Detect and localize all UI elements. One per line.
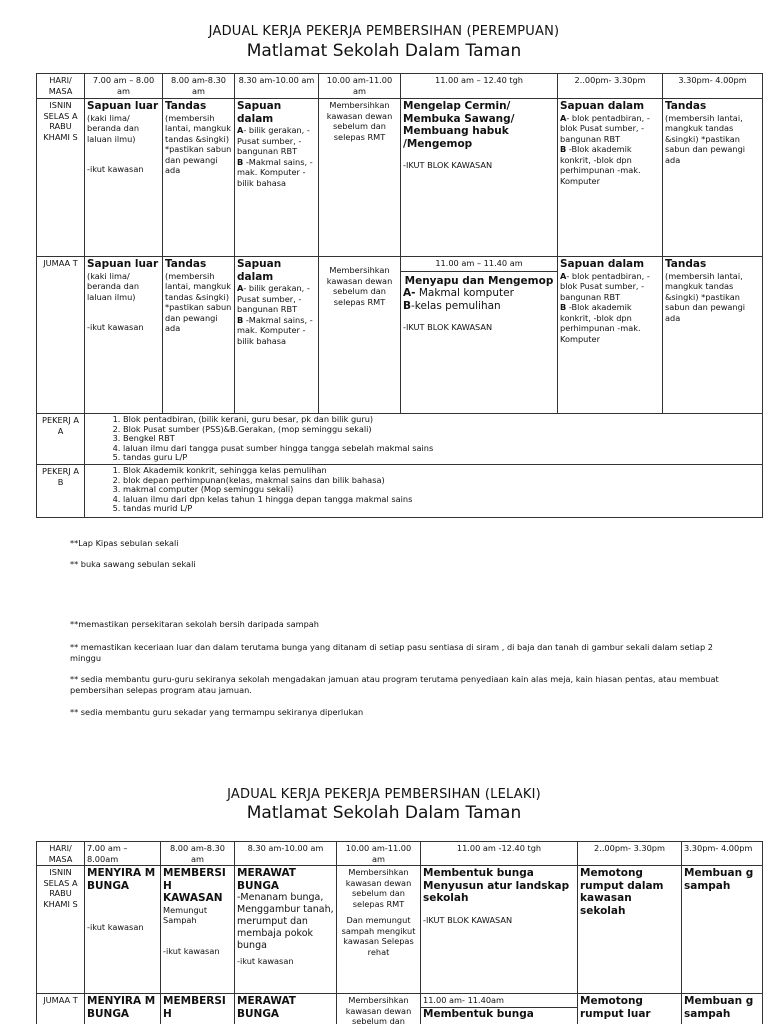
task-cell <box>235 99 319 257</box>
task-detail: (membersih lantai, mangkuk tandas &singki) *pastikan sabun dan pewangi ada <box>665 270 746 323</box>
table-row <box>37 414 763 465</box>
task-cell <box>85 257 163 414</box>
task-cell: Membersihkan kawasan dewan sebelum dan selepas RMT <box>319 257 401 414</box>
list-item: 5. tandas guru L/P <box>123 453 760 463</box>
task-cell <box>85 99 163 257</box>
day-cell: JUMAA T <box>37 257 85 414</box>
task-cell <box>163 257 235 414</box>
task-title: MEMBERSI H <box>163 995 226 1020</box>
task-detail: - bilik gerakan, -Pusat sumber, -bangunan RBT <box>237 283 310 314</box>
task-title: Sapuan dalam <box>560 258 645 270</box>
task-title: Sapuan dalam <box>237 100 282 125</box>
worker-areas <box>85 414 763 465</box>
list-item: 4. laluan ilmu dari tangga pusat sumber hingga tangga sebelah makmal sains <box>123 444 760 454</box>
note: ** sedia membantu guru sekadar yang termampu sekiranya diperlukan <box>70 707 364 717</box>
task-detail: (membersih lantai, mangkuk tandas &singki) *pastikan sabun dan pewangi ada <box>165 270 232 333</box>
area-label: B <box>403 299 412 312</box>
note: ** memastikan keceriaan luar dan dalam terutama bunga yang ditanam di setiap pasu sentiasa di siram , di baja dan tanah di gambur sekali dalam setiap 2 minggu <box>70 642 713 663</box>
task-note: -ikut kawasan <box>87 164 144 174</box>
task-cell <box>161 994 235 1024</box>
task-cell: Membersihkan kawasan dewan sebelum dan selepas RMT <box>319 99 401 257</box>
worker-areas <box>85 465 763 518</box>
task-cell <box>401 99 558 257</box>
day-cell: ISNIN SELAS A RABU KHAMI S <box>37 866 85 994</box>
task-title: Memotong rumput luar <box>580 995 651 1020</box>
task-title: Mengelap Cermin/ Membuka Sawang/ Membuang habuk /Mengemop <box>403 100 515 150</box>
area-label: A <box>237 283 244 293</box>
header-cell: 10.00 am-11.00 am <box>337 842 421 866</box>
header-row <box>37 842 763 866</box>
task-cell <box>421 994 578 1024</box>
title-lelaki: JADUAL KERJA PEKERJA PEMBERSIHAN (LELAKI) <box>227 787 541 802</box>
header-cell: 7.00 am – 8.00 am <box>85 74 163 99</box>
title-perempuan: JADUAL KERJA PEKERJA PEMBERSIHAN (PEREMPUAN) <box>208 24 560 39</box>
task-title: Sapuan dalam <box>237 258 282 283</box>
note: ** sedia membantu guru-guru sekiranya sekolah mengadakan jamuan atau program terutama penyediaan kain alas meja, kain hiasan pentas, atau membuat pembersihan selepas program atau jamuan. <box>70 674 719 695</box>
task-title: MERAWAT BUNGA <box>237 867 296 892</box>
task-note: -IKUT BLOK KAWASAN <box>403 322 493 332</box>
task-detail: -kelas pemulihan <box>411 299 501 312</box>
task-detail: (kaki lima/ beranda dan laluan ilmu) <box>87 270 140 302</box>
task-detail: -Blok akademik konkrit, -blok dpn perhimpunan -mak. Komputer <box>560 302 641 344</box>
task-detail: - blok pentadbiran, -blok Pusat sumber, -bangunan RBT <box>560 112 650 144</box>
task-cell <box>161 866 235 994</box>
task-title: MENYIRA M BUNGA <box>87 995 156 1020</box>
task-cell <box>235 994 337 1024</box>
task-title: Sapuan luar <box>87 100 159 112</box>
task-title: Membentuk bunga <box>421 1007 577 1021</box>
header-row <box>37 74 763 99</box>
task-cell <box>235 257 319 414</box>
task-title: Membentuk bunga Menyusun atur landskap sekolah <box>423 867 570 904</box>
worker-label: PEKERJ A A <box>37 414 85 465</box>
task-cell: Membersihkan kawasan dewan sebelum dan <box>337 994 421 1024</box>
task-note: -ikut kawasan <box>87 322 144 332</box>
task-detail: Membersihkan kawasan dewan sebelum dan selepas RMT <box>345 867 412 909</box>
list-item: 2. blok depan perhimpunan(kelas, makmal sains dan bilik bahasa) <box>123 476 760 486</box>
time-label: 11.00 am – 11.40 am <box>435 258 523 268</box>
task-cell <box>578 994 682 1024</box>
task-cell <box>337 866 421 994</box>
table-row <box>37 257 763 414</box>
header-cell: 3.30pm- 4.00pm <box>682 842 763 866</box>
table-row <box>37 994 763 1024</box>
task-cell <box>682 994 763 1024</box>
list-item: 1. Blok Akademik konkrit, sehingga kelas pemulihan <box>123 466 760 476</box>
task-title: MERAWAT BUNGA <box>237 995 296 1020</box>
task-detail: Dan memungut sampah mengikut kawasan Selepas rehat <box>341 915 416 957</box>
task-detail: Makmal komputer <box>415 287 514 299</box>
list-item: 2. Blok Pusat sumber (PSS)&B.Gerakan, (mop seminggu sekali) <box>123 425 760 435</box>
list-item: 5. tandas murid L/P <box>123 504 760 514</box>
task-cell <box>558 99 663 257</box>
table-row <box>37 866 763 994</box>
header-cell: 8.30 am-10.00 am <box>235 842 337 866</box>
note: ** buka sawang sebulan sekali <box>70 559 196 569</box>
note: **memastikan persekitaran sekolah bersih daripada sampah <box>70 619 319 629</box>
task-detail: - blok pentadbiran, -blok Pusat sumber, -bangunan RBT <box>560 270 650 302</box>
schedule-table-lelaki <box>36 841 763 1024</box>
subtitle-perempuan: Matlamat Sekolah Dalam Taman <box>246 41 522 61</box>
task-title: Memotong rumput dalam kawasan sekolah <box>580 867 664 917</box>
task-detail: - bilik gerakan, -Pusat sumber, -bangunan RBT <box>237 125 310 156</box>
header-cell: 11.00 am – 12.40 tgh <box>401 74 558 99</box>
note: **Lap Kipas sebulan sekali <box>70 538 179 548</box>
task-title: Tandas <box>665 100 707 112</box>
header-cell: HARI/ MASA <box>37 74 85 99</box>
subtitle-lelaki: Matlamat Sekolah Dalam Taman <box>246 803 522 823</box>
task-note: -IKUT BLOK KAWASAN <box>403 160 493 170</box>
task-cell <box>663 257 763 414</box>
task-title: Sapuan luar <box>87 258 159 270</box>
task-note: -ikut kawasan <box>237 956 294 966</box>
schedule-table-perempuan <box>36 73 763 518</box>
task-detail: -Blok akademik konkrit, -blok dpn perhimpunan -mak. Komputer <box>560 144 641 186</box>
worker-label: PEKERJ A B <box>37 465 85 518</box>
task-cell <box>663 99 763 257</box>
area-label: B <box>560 144 567 154</box>
table-row <box>37 99 763 257</box>
task-title: Membuan g sampah <box>684 867 754 892</box>
header-cell: 3.30pm- 4.00pm <box>663 74 763 99</box>
list-item: 3. Bengkel RBT <box>123 434 760 444</box>
header-cell: 8.30 am-10.00 am <box>235 74 319 99</box>
header-cell: 2..00pm- 3.30pm <box>578 842 682 866</box>
area-label: A <box>560 112 567 123</box>
list-item: 3. makmal computer (Mop seminggu sekali) <box>123 485 760 495</box>
task-cell <box>85 866 161 994</box>
task-cell <box>163 99 235 257</box>
header-cell: 8.00 am-8.30 am <box>161 842 235 866</box>
task-cell <box>558 257 663 414</box>
header-cell: HARI/ MASA <box>37 842 85 866</box>
task-cell <box>578 866 682 994</box>
task-detail: (membersih lantai, mangkuk tandas &singki) *pastikan sabun dan pewangi ada <box>165 112 232 175</box>
task-cell <box>401 257 558 414</box>
area-label: B <box>560 302 567 312</box>
area-label: A- <box>403 287 416 299</box>
time-label: 11.00 am- 11.40am <box>423 995 505 1005</box>
task-title: Membuan g sampah <box>684 995 754 1020</box>
task-cell <box>682 866 763 994</box>
area-label: A <box>237 125 244 135</box>
task-title: Tandas <box>165 258 207 270</box>
task-detail: -Makmal sains, -mak. Komputer -bilik bahasa <box>237 314 313 346</box>
task-note: -ikut kawasan <box>163 945 220 956</box>
day-cell: JUMAA T <box>37 994 85 1024</box>
task-note: -IKUT BLOK KAWASAN <box>423 914 513 925</box>
list-item: 1. Blok pentadbiran, (bilik kerani, guru besar, pk dan bilik guru) <box>123 415 760 425</box>
header-cell: 11.00 am -12.40 tgh <box>421 842 578 866</box>
table-row <box>37 465 763 518</box>
list-item: 4. laluan ilmu dari dpn kelas tahun 1 hingga depan tangga makmal sains <box>123 495 760 505</box>
task-cell <box>85 994 161 1024</box>
task-detail: -Makmal sains, -mak. Komputer -bilik bahasa <box>237 156 313 188</box>
task-cell <box>421 866 578 994</box>
header-cell: 2..00pm- 3.30pm <box>558 74 663 99</box>
task-note: -ikut kawasan <box>87 922 144 932</box>
task-cell <box>235 866 337 994</box>
task-title: Tandas <box>665 258 707 270</box>
header-cell: 10.00 am-11.00 am <box>319 74 401 99</box>
area-label: B <box>237 314 244 325</box>
task-title: Sapuan dalam <box>560 100 645 112</box>
area-label: A <box>560 270 567 281</box>
task-detail: (kaki lima/ beranda dan laluan ilmu) <box>87 112 140 144</box>
task-title: Menyapu dan Mengemop <box>404 274 554 287</box>
task-title: Tandas <box>165 100 207 112</box>
task-detail: (membersih lantai, mangkuk tandas &singki) *pastikan sabun dan pewangi ada <box>665 112 746 165</box>
header-cell: 7.00 am – 8.00am <box>85 842 161 866</box>
task-detail: Memungut Sampah <box>163 904 208 925</box>
task-title: MEMBERSI H KAWASAN <box>163 867 226 904</box>
area-label: B <box>237 156 244 167</box>
day-cell: ISNIN SELAS A RABU KHAMI S <box>37 99 85 257</box>
task-title: MENYIRA M BUNGA <box>87 867 156 892</box>
task-detail: -Menanam bunga, Menggambur tanah, merumput dan membaja pokok bunga <box>237 892 334 951</box>
header-cell: 8.00 am-8.30 am <box>163 74 235 99</box>
